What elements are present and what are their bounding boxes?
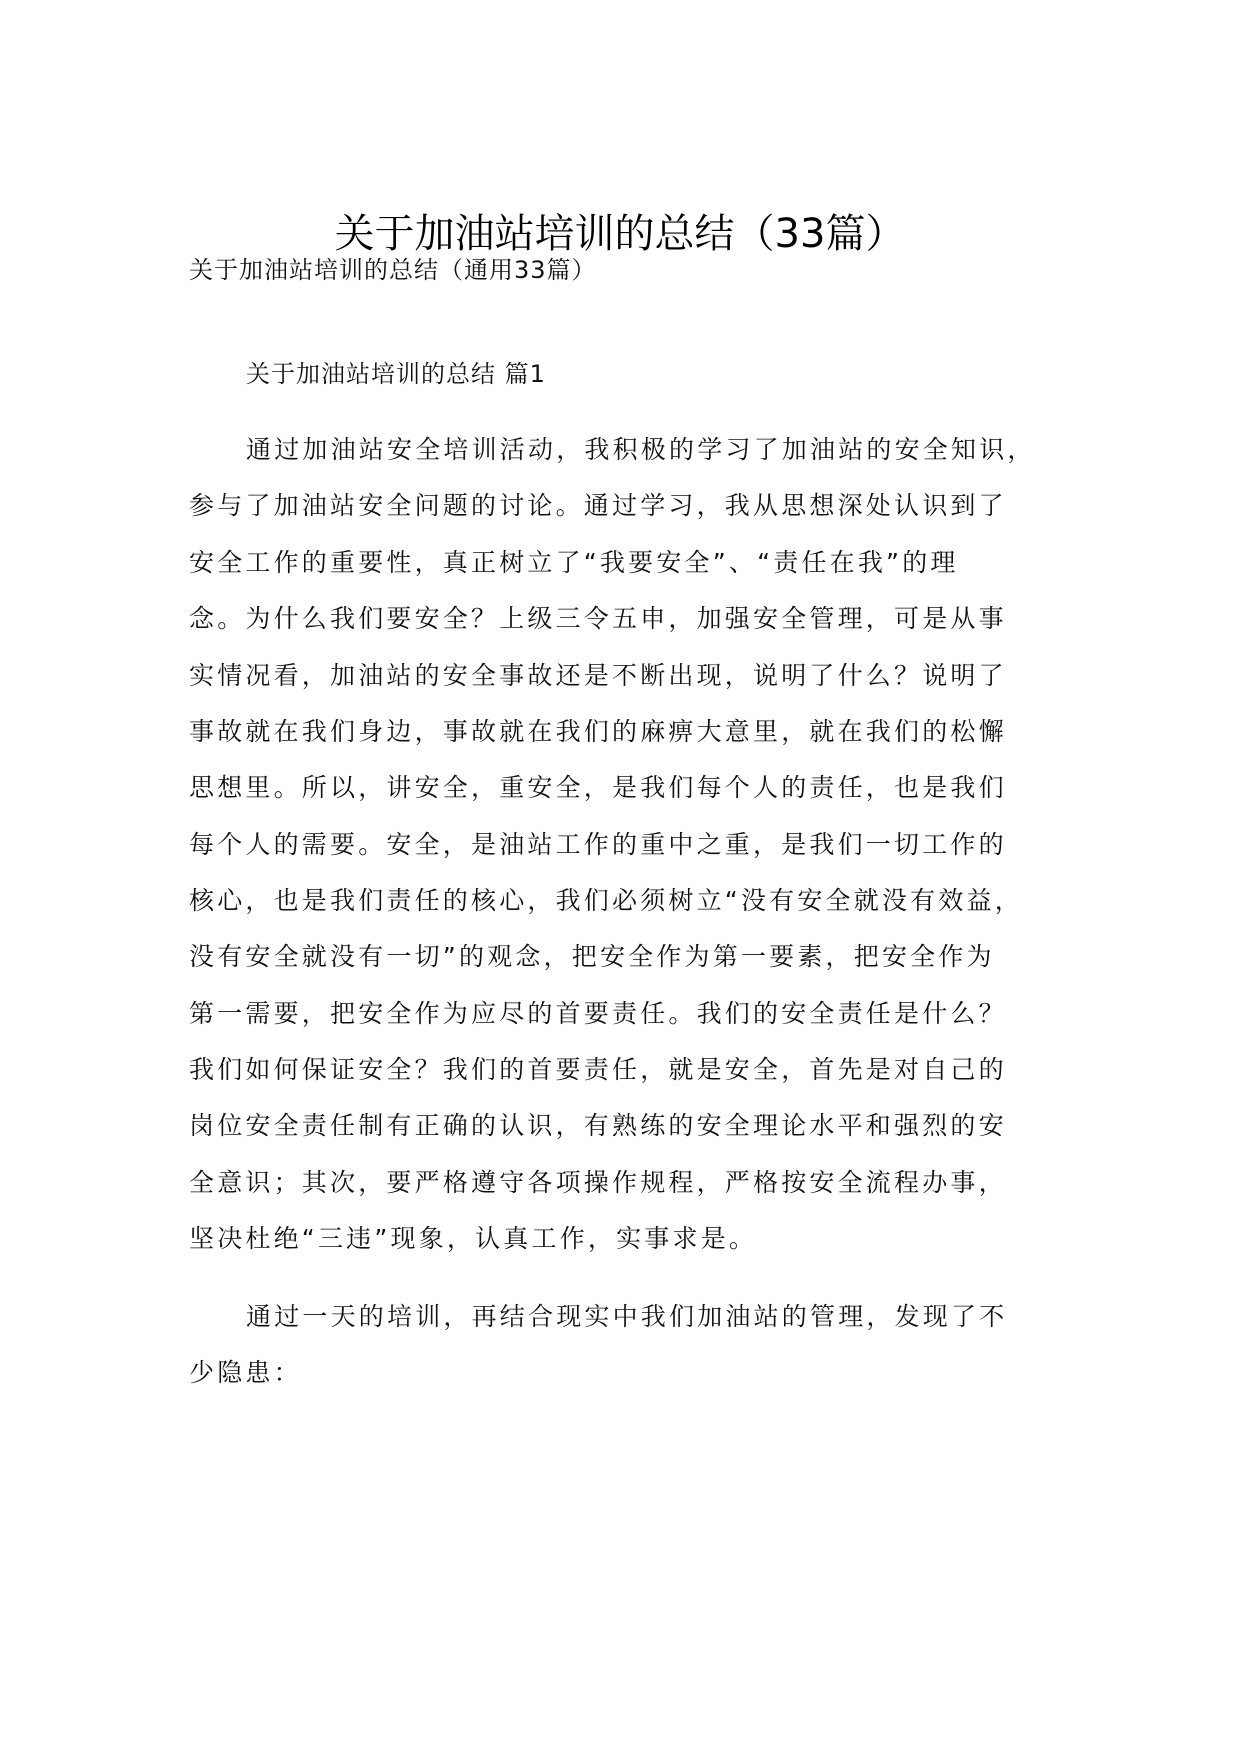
paragraph-line: 坚决杜绝“三违”现象，认真工作，实事求是。 <box>189 1224 758 1253</box>
document-subtitle: 关于加油站培训的总结（通用33篇） <box>189 256 597 284</box>
paragraph-line: 我们如何保证安全？我们的首要责任，就是安全，首先是对自己的 <box>189 1055 1007 1084</box>
paragraph-line: 少隐患： <box>189 1358 302 1387</box>
paragraph-line: 每个人的需要。安全，是油站工作的重中之重，是我们一切工作的 <box>189 830 1007 859</box>
paragraph-line: 岗位安全责任制有正确的认识，有熟练的安全理论水平和强烈的安 <box>189 1111 1007 1140</box>
paragraph-line: 思想里。所以，讲安全，重安全，是我们每个人的责任，也是我们 <box>189 773 1007 802</box>
paragraph-line: 核心，也是我们责任的核心，我们必须树立“没有安全就没有效益， <box>189 886 1023 915</box>
section-heading: 关于加油站培训的总结 篇1 <box>246 360 546 388</box>
paragraph-line: 安全工作的重要性，真正树立了“我要安全”、“责任在我”的理 <box>189 548 959 577</box>
paragraph-line: 没有安全就没有一切”的观念，把安全作为第一要素，把安全作为 <box>189 942 995 971</box>
paragraph-line: 通过一天的培训，再结合现实中我们加油站的管理，发现了不 <box>246 1302 1008 1331</box>
paragraph-line: 参与了加油站安全问题的讨论。通过学习，我从思想深处认识到了 <box>189 491 1007 520</box>
paragraph-line: 全意识；其次，要严格遵守各项操作规程，严格按安全流程办事， <box>189 1168 1007 1197</box>
document-title: 关于加油站培训的总结（33篇） <box>334 211 906 257</box>
paragraph-line: 第一需要，把安全作为应尽的首要责任。我们的安全责任是什么？ <box>189 999 1007 1028</box>
paragraph-line: 事故就在我们身边，事故就在我们的麻痹大意里，就在我们的松懈 <box>189 717 1007 746</box>
paragraph-line: 念。为什么我们要安全？上级三令五申，加强安全管理，可是从事 <box>189 604 1007 633</box>
paragraph-line: 通过加油站安全培训活动，我积极的学习了加油站的安全知识， <box>246 435 1036 464</box>
paragraph-line: 实情况看，加油站的安全事故还是不断出现，说明了什么？说明了 <box>189 661 1007 690</box>
